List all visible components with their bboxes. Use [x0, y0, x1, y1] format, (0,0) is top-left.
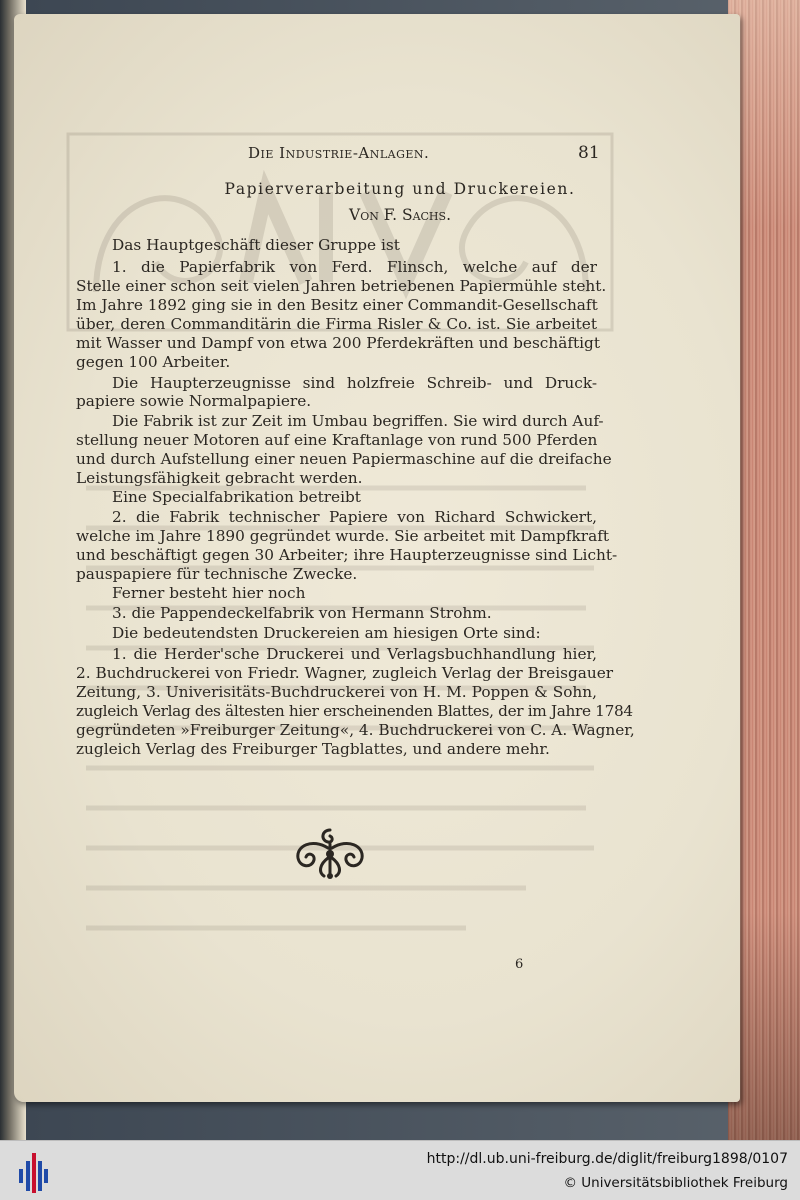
document-url-link[interactable]: http://dl.ub.uni-freiburg.de/diglit/freiburg1898/0107 [426, 1151, 788, 1167]
running-head: Die Industrie-Anlagen. [248, 144, 430, 162]
copyright-notice: © Universitätsbibliothek Freiburg [563, 1175, 788, 1191]
ornament-vignette-icon [288, 824, 372, 882]
body-line: 2. Buchdruckerei von Friedr. Wagner, zugleich Verlag der Breisgauer [76, 664, 614, 682]
body-line: pauspapiere für technische Zwecke. [76, 565, 358, 583]
section-author: Von F. Sachs. [349, 206, 451, 224]
body-line: Ferner besteht hier noch [112, 584, 306, 602]
body-line: gegen 100 Arbeiter. [76, 353, 231, 371]
body-line: Leistungsfähigkeit gebracht werden. [76, 469, 363, 487]
body-line: 3. die Pappendeckelfabrik von Hermann Strohm. [112, 604, 492, 622]
body-line: 2. die Fabrik technischer Papiere von Richard Schwickert, [112, 508, 597, 526]
body-line: mit Wasser und Dampf von etwa 200 Pferdekräften und beschäftigt [76, 334, 600, 352]
signature-mark: 6 [515, 957, 524, 972]
body-line: und durch Aufstellung einer neuen Papiermaschine auf die dreifache [76, 450, 612, 468]
body-line: stellung neuer Motoren auf eine Kraftanlage von rund 500 Pferden [76, 431, 598, 449]
body-line: Die bedeutendsten Druckereien am hiesigen Orte sind: [112, 624, 541, 642]
body-line: Stelle einer schon seit vielen Jahren betriebenen Papiermühle steht. [76, 277, 607, 295]
viewer-footer-bar [0, 1140, 800, 1200]
university-library-logo-icon [16, 1151, 50, 1195]
body-line: Zeitung, 3. Univerisitäts-Buchdruckerei von H. M. Poppen & Sohn, [76, 683, 597, 701]
body-line: gegründeten »Freiburger Zeitung«, 4. Buchdruckerei von C. A. Wagner, [76, 721, 635, 739]
body-line: papiere sowie Normalpapiere. [76, 392, 312, 410]
body-line: welche im Jahre 1890 gegründet wurde. Sie arbeitet mit Dampfkraft [76, 527, 610, 545]
body-line: Im Jahre 1892 ging sie in den Besitz einer Commandit-Gesellschaft [76, 296, 598, 314]
body-line: Die Haupterzeugnisse sind holzfreie Schreib- und Druck- [112, 374, 597, 392]
body-line: 1. die Papierfabrik von Ferd. Flinsch, welche auf der [112, 258, 597, 276]
body-line: Eine Specialfabrikation betreibt [112, 488, 361, 506]
body-line: Das Hauptgeschäft dieser Gruppe ist [112, 236, 400, 254]
body-line: zugleich Verlag des Freiburger Tagblattes, und andere mehr. [76, 740, 550, 758]
body-line: über, deren Commanditärin die Firma Risler & Co. ist. Sie arbeitet [76, 315, 597, 333]
body-line: und beschäftigt gegen 30 Arbeiter; ihre Haupterzeugnisse sind Licht- [76, 546, 618, 564]
page-number: 81 [578, 143, 600, 163]
body-line: zugleich Verlag des ältesten hier erscheinenden Blattes, der im Jahre 1784 [76, 702, 633, 720]
section-title: Papierverarbeitung und Druckereien. [224, 180, 576, 198]
body-line: Die Fabrik ist zur Zeit im Umbau begriffen. Sie wird durch Auf- [112, 412, 604, 430]
body-line: 1. die Herder'sche Druckerei und Verlagsbuchhandlung hier, [112, 645, 597, 663]
